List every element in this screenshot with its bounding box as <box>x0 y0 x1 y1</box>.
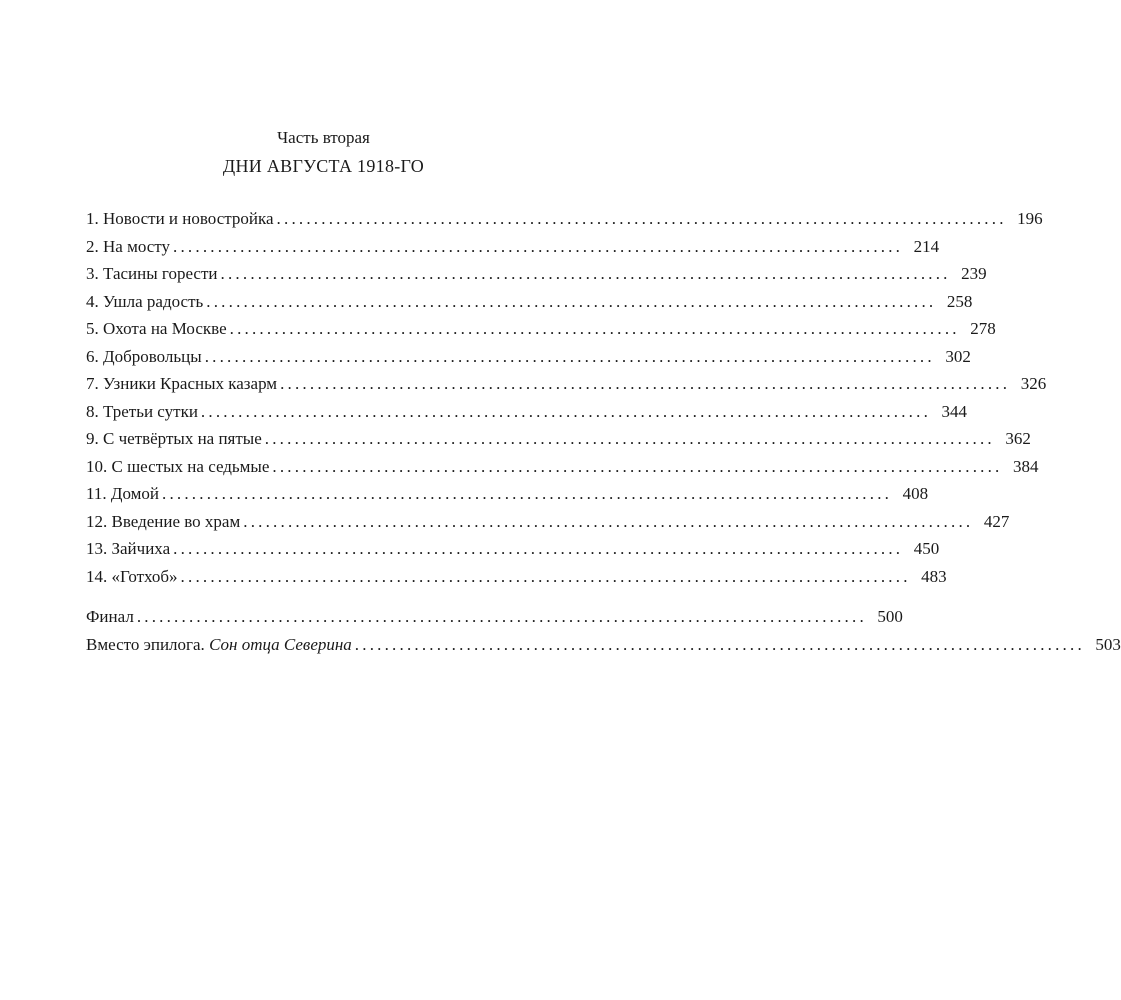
toc-entry-title: 12. Введение во храм <box>86 511 241 531</box>
toc-entry-epilogue <box>86 631 1121 659</box>
toc-entry-page: 278 <box>970 319 996 338</box>
toc-entry <box>86 425 1031 453</box>
toc-entry-page: 214 <box>913 236 940 256</box>
toc-entry-page: 427 <box>983 511 1010 531</box>
toc-entry-title <box>86 631 352 659</box>
toc-entry-title: 10. С шестых на седьмые <box>86 456 270 476</box>
toc-leader-dots: .................................................................................................. <box>173 539 904 558</box>
toc-entry <box>86 398 968 426</box>
toc-entry-title: 11. Домой <box>86 484 159 503</box>
toc-entry <box>86 508 1010 536</box>
toc-entry-title: Финал <box>86 607 134 626</box>
toc-entry-page: 500 <box>877 607 903 626</box>
toc-entry-title: 13. Зайчиха <box>86 539 171 558</box>
toc-entry <box>86 205 1043 233</box>
toc-entry <box>86 535 940 563</box>
toc-entry-title: 7. Узники Красных казарм <box>86 374 278 393</box>
toc-leader-dots: .................................................................................................. <box>173 236 904 256</box>
toc-entry <box>86 563 947 591</box>
toc-entry-finale <box>86 603 903 631</box>
toc-entry-page: 362 <box>1005 429 1031 448</box>
toc-entry <box>86 260 987 288</box>
toc-entry <box>86 288 973 316</box>
toc-entry-page: 302 <box>945 346 971 366</box>
toc-entry-title: 9. С четвёртых на пятые <box>86 429 262 448</box>
toc-leader-dots: .................................................................................................. <box>180 566 911 586</box>
toc-leader-dots: .................................................................................................. <box>200 401 932 421</box>
toc-leader-dots: .................................................................................................. <box>264 429 995 448</box>
toc-leader-dots: .................................................................................................. <box>206 291 937 311</box>
toc-entry-title-roman: Вместо эпилога. <box>86 634 205 654</box>
toc-entry <box>86 453 1039 481</box>
toc-entry-title: 2. На мосту <box>86 236 171 256</box>
toc-entry-title: 5. Охота на Москве <box>86 319 227 338</box>
toc-entry <box>86 370 1047 398</box>
toc-entry-title: 14. «Готхоб» <box>86 566 178 586</box>
toc-entry-page: 344 <box>941 401 968 421</box>
toc-leader-dots: .................................................................................................. <box>243 511 974 531</box>
toc-entry-title: 4. Ушла радость <box>86 291 204 311</box>
table-of-contents <box>86 205 1047 590</box>
toc-entry-title: 8. Третьи сутки <box>86 401 198 421</box>
toc-entry-page: 239 <box>961 264 987 283</box>
toc-entry-page: 408 <box>902 484 929 503</box>
toc-entry-title: 3. Тасины горести <box>86 264 218 283</box>
toc-entry-page: 258 <box>946 291 973 311</box>
toc-entry-title: 1. Новости и новостройка <box>86 209 274 228</box>
toc-leader-dots: .................................................................................................. <box>276 209 1007 228</box>
toc-leader-dots: .................................................................................................. <box>272 456 1003 476</box>
toc-leader-dots: .................................................................................................. <box>162 484 893 503</box>
part-title: ДНИ АВГУСТА 1918-ГО <box>222 156 425 176</box>
toc-leader-dots: .................................................................................................. <box>354 634 1085 654</box>
toc-leader-dots: .................................................................................................. <box>229 319 960 338</box>
table-of-contents-closing <box>86 603 1121 658</box>
toc-entry <box>86 480 929 508</box>
toc-entry-title-italic: Сон отца Северина <box>209 634 352 654</box>
toc-entry-page: 450 <box>913 539 940 558</box>
toc-entry-page: 196 <box>1017 209 1043 228</box>
toc-leader-dots: .................................................................................................. <box>136 607 867 626</box>
toc-leader-dots: .................................................................................................. <box>220 264 951 283</box>
toc-entry-page: 503 <box>1095 634 1121 654</box>
toc-entry <box>86 233 940 261</box>
toc-entry-title: 6. Добровольцы <box>86 346 202 366</box>
toc-leader-dots: .................................................................................................. <box>280 374 1011 393</box>
toc-entry-page: 384 <box>1013 456 1039 476</box>
toc-leader-dots: .................................................................................................. <box>204 346 935 366</box>
toc-entry-page: 326 <box>1020 374 1047 393</box>
toc-entry-page: 483 <box>921 566 947 586</box>
toc-entry <box>86 315 996 343</box>
toc-entry <box>86 343 971 371</box>
part-label: Часть вторая <box>277 128 370 147</box>
